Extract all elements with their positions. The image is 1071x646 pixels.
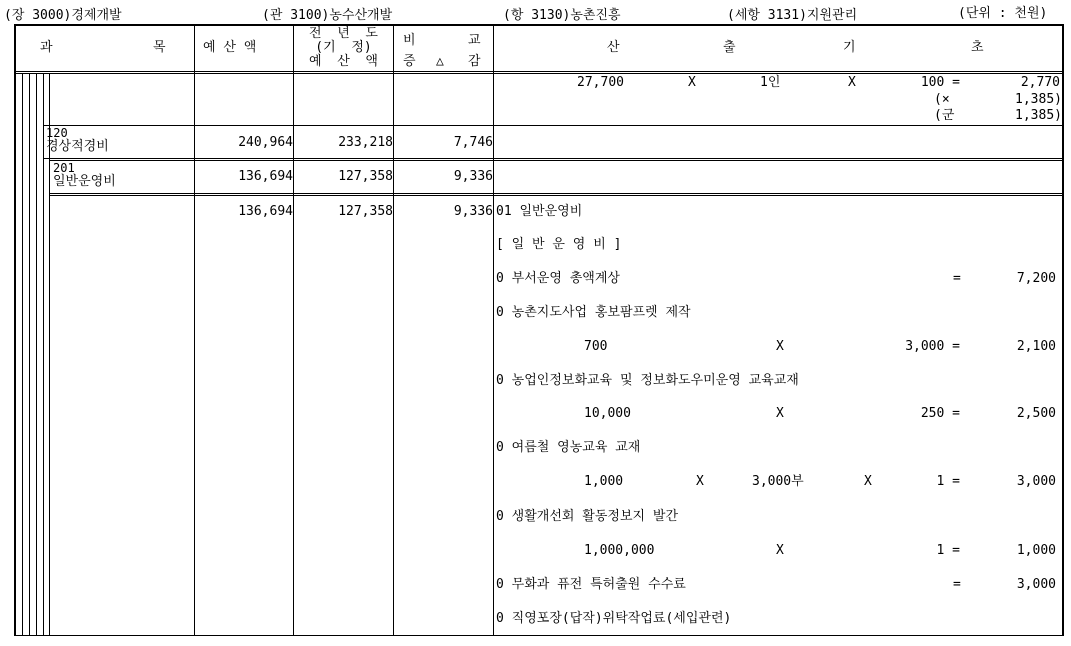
item-value: 3,000 [1016, 577, 1056, 592]
col-gwamok-left: 과 [40, 40, 53, 55]
col-compare-d: △ [436, 54, 444, 69]
row-01-budget: 136,694 [238, 204, 293, 219]
calc-result: 2,770 [1020, 75, 1060, 90]
col-prev-line2: (기 정) [315, 40, 372, 55]
col-basis-1: 산 [607, 40, 620, 55]
col-budget: 예 산 액 [203, 40, 257, 55]
item-calc-x: X [776, 543, 784, 558]
header-sehang: (세항 3131)지원관리 [727, 8, 858, 23]
item-calc-c: 1 = [936, 474, 960, 489]
row-120-code: 120 [46, 126, 68, 140]
item-calc-c: 250 = [920, 406, 960, 421]
item-calc-a: 1,000 [584, 474, 624, 489]
row-01-title: 01 일반운영비 [496, 204, 583, 219]
item-calc-c: 3,000 = [905, 339, 960, 354]
calc-b: 1인 [760, 75, 781, 90]
header-gwan: (관 3100)농수산개발 [262, 8, 393, 23]
item-label: 0 농촌지도사업 홍보팜프렛 제작 [496, 305, 691, 320]
item-calc-a: 10,000 [584, 406, 631, 421]
item-calc-x: X [776, 406, 784, 421]
row-120-prev: 233,218 [338, 135, 393, 150]
header-unit: (단위 : 천원) [958, 6, 1048, 21]
item-label: 0 여름철 영농교육 교재 [496, 440, 641, 455]
item-label: 0 생활개선회 활동정보지 발간 [496, 509, 679, 524]
item-value: 2,500 [1016, 406, 1056, 421]
col-compare-a: 비 [403, 33, 416, 48]
item-calc-x: X [696, 474, 704, 489]
row-120-budget: 240,964 [238, 135, 293, 150]
col-compare-b: 교 [468, 33, 481, 48]
calc-x1: X [688, 75, 696, 90]
row-01-diff: 9,336 [453, 204, 493, 219]
row-201-prev: 127,358 [338, 169, 393, 184]
item-eq: = [953, 271, 961, 286]
item-calc-b: 3,000부 [752, 474, 804, 489]
sub2-value: 1,385) [1015, 108, 1062, 123]
item-value: 3,000 [1016, 474, 1056, 489]
row-201-code: 201 [53, 161, 75, 175]
item-calc-c: 1 = [936, 543, 960, 558]
col-compare-e: 감 [468, 54, 481, 69]
sub2-label: (군 [934, 108, 955, 123]
header-jang: (장 3000)경제개발 [4, 8, 122, 23]
item-value: 1,000 [1016, 543, 1056, 558]
calc-c: 100 = [920, 75, 960, 90]
item-label: 0 부서운영 총액계상 [496, 271, 620, 286]
col-prev-line1: 전 년 도 [309, 26, 378, 41]
calc-x2: X [848, 75, 856, 90]
row-201-name: 일반운영비 [53, 174, 116, 189]
item-calc-a: 1,000,000 [584, 543, 655, 558]
col-basis-4: 초 [971, 40, 984, 55]
sub1-label: (× [934, 92, 950, 107]
item-label: 0 무화과 퓨전 특허출원 수수료 [496, 577, 686, 592]
row-201-budget: 136,694 [238, 169, 293, 184]
row-120-name: 경상적경비 [46, 139, 109, 154]
col-compare-c: 증 [403, 54, 416, 69]
col-basis-3: 기 [843, 40, 856, 55]
row-120-diff: 7,746 [453, 135, 493, 150]
item-calc-x2: X [864, 474, 872, 489]
row-01-section: [ 일 반 운 영 비 ] [496, 237, 622, 252]
item-label: 0 농업인정보화교육 및 정보화도우미운영 교육교재 [496, 373, 799, 388]
header-hang: (항 3130)농촌진흥 [503, 8, 621, 23]
item-calc-a: 700 [584, 339, 608, 354]
item-calc-x: X [776, 339, 784, 354]
col-prev-line3: 예 산 액 [309, 54, 378, 69]
item-label: 0 직영포장(답작)위탁작업료(세입관련) [496, 611, 732, 626]
calc-a: 27,700 [577, 75, 624, 90]
col-basis-2: 출 [723, 40, 736, 55]
sub1-value: 1,385) [1015, 92, 1062, 107]
row-01-prev: 127,358 [338, 204, 393, 219]
item-eq: = [953, 577, 961, 592]
col-gwamok-right: 목 [153, 40, 166, 55]
item-value: 7,200 [1016, 271, 1056, 286]
item-value: 2,100 [1016, 339, 1056, 354]
row-201-diff: 9,336 [453, 169, 493, 184]
